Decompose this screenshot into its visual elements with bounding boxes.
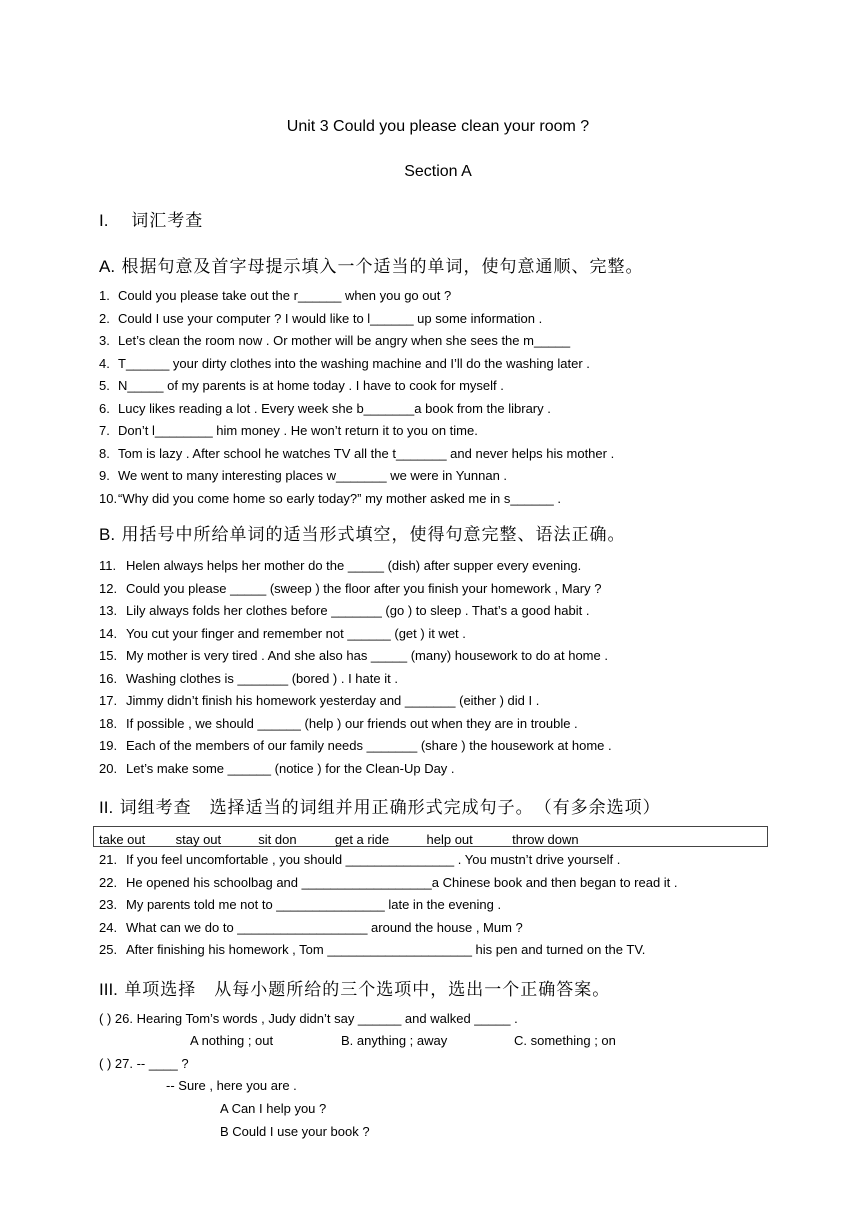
question-24: 24. What can we do to __________________ around the house , Mum ?	[99, 919, 523, 935]
question-7: 7. Don’t l________ him money . He won’t return it to you on time.	[99, 423, 478, 438]
part3-heading-text: 单项选择 从每小题所给的三个选项中，选出一个正确答案。	[124, 980, 611, 1000]
part3-heading-num: III.	[99, 980, 118, 999]
question-21: 21. If you feel uncomfortable , you should _______________ . You mustn’t drive yourself .	[99, 852, 621, 867]
question-14: 14. You cut your finger and remember not ______ (get ) it wet .	[99, 625, 466, 641]
question-27	[99, 1056, 189, 1071]
question-stem: 27. -- ____ ?	[114, 1056, 189, 1071]
question-22: 22. He opened his schoolbag and __________________a Chinese book and then began to read it .	[99, 874, 678, 890]
page-title: Unit 3 Could you please clean your room ?	[286, 118, 590, 135]
part2-heading-num: II.	[99, 798, 114, 817]
phrase-option: get a ride	[334, 832, 390, 847]
option-b: B Could I use your book ?	[220, 1124, 370, 1139]
part1b-list	[99, 555, 612, 780]
question-5: 5. N_____ of my parents is at home today . I have to cook for myself .	[99, 378, 504, 393]
part1b-heading	[99, 520, 625, 545]
option-c: C. something ; on	[514, 1033, 616, 1048]
part1b-heading-num: B.	[99, 525, 116, 544]
question-8: 8. Tom is lazy . After school he watches TV all the t_______ and never helps his mother .	[99, 445, 615, 461]
part3-heading	[99, 975, 610, 1000]
question-12: 12. Could you please _____ (sweep ) the floor after you finish your homework , Mary ?	[99, 580, 602, 596]
phrase-word-box	[93, 826, 768, 847]
question-16: 16. Washing clothes is _______ (bored ) . I hate it .	[99, 670, 398, 686]
phrase-option: throw down	[512, 832, 579, 847]
question-17: 17. Jimmy didn’t finish his homework yesterday and _______ (either ) did I .	[99, 693, 540, 708]
question-13: 13. Lily always folds her clothes before _______ (go ) to sleep . That’s a good habit .	[99, 603, 590, 618]
question-stem: 26. Hearing Tom’s words , Judy didn’t say ______ and walked _____ .	[114, 1011, 518, 1026]
question-6: 6. Lucy likes reading a lot . Every week she b_______a book from the library .	[99, 400, 551, 416]
question-20: 20. Let’s make some ______ (notice ) for the Clean-Up Day .	[99, 760, 455, 776]
question-23: 23. My parents told me not to _______________ late in the evening .	[99, 897, 502, 912]
part1a-heading	[99, 252, 643, 277]
part2-list	[99, 849, 678, 962]
question-15: 15. My mother is very tired . And she also has _____ (many) housework to do at home .	[99, 648, 608, 663]
part1a-heading-text: 根据句意及首字母提示填入一个适当的单词，使句意通顺、完整。	[121, 257, 644, 277]
section-title: Section A	[404, 163, 472, 180]
answer-paren: ( )	[99, 1011, 112, 1026]
question-19: 19. Each of the members of our family needs _______ (share ) the housework at home .	[99, 738, 612, 753]
phrase-option: take out	[99, 832, 146, 847]
question-9: 9. We went to many interesting places w_______ we were in Yunnan .	[99, 468, 508, 483]
question-3: 3. Let’s clean the room now . Or mother will be angry when she sees the m_____	[99, 333, 571, 348]
question-11: 11. Helen always helps her mother do the _____ (dish) after supper every evening.	[99, 558, 582, 573]
question-1: 1. Could you please take out the r______ when you go out ?	[99, 288, 452, 303]
part1b-heading-text: 用括号中所给单词的适当形式填空，使得句意完整、语法正确。	[121, 525, 626, 545]
question-18: 18. If possible , we should ______ (help ) our friends out when they are in trouble .	[99, 715, 578, 731]
part1a-heading-num: A.	[99, 257, 116, 276]
question-25: 25. After finishing his homework , Tom ____________________ his pen and turned on the TV.	[99, 942, 646, 957]
part1-heading	[99, 206, 203, 231]
question-10: 10.“Why did you come home so early today?” my mother asked me in s______ .	[99, 490, 561, 506]
question-2: 2. Could I use your computer ? I would like to l______ up some information .	[99, 310, 543, 326]
phrase-option: help out	[426, 832, 473, 847]
part1-heading-text: 词汇考查	[131, 211, 204, 231]
phrase-option: stay out	[175, 832, 222, 847]
question-26	[99, 1011, 518, 1026]
part2-heading-text: 词组考查 选择适当的词组并用正确形式完成句子。 （有多余选项）	[119, 798, 661, 818]
dialogue-reply: -- Sure , here you are .	[166, 1078, 297, 1093]
option-a: A nothing ; out	[190, 1033, 274, 1048]
part1a-list	[99, 285, 614, 510]
option-a: A Can I help you ?	[220, 1101, 327, 1116]
phrase-option: sit don	[258, 832, 297, 847]
answer-paren: ( )	[99, 1056, 112, 1071]
part1-heading-num: I.	[99, 211, 109, 230]
part2-heading	[99, 793, 661, 818]
option-b: B. anything ; away	[341, 1033, 448, 1048]
question-4: 4. T______ your dirty clothes into the washing machine and I’ll do the washing later .	[99, 355, 590, 371]
